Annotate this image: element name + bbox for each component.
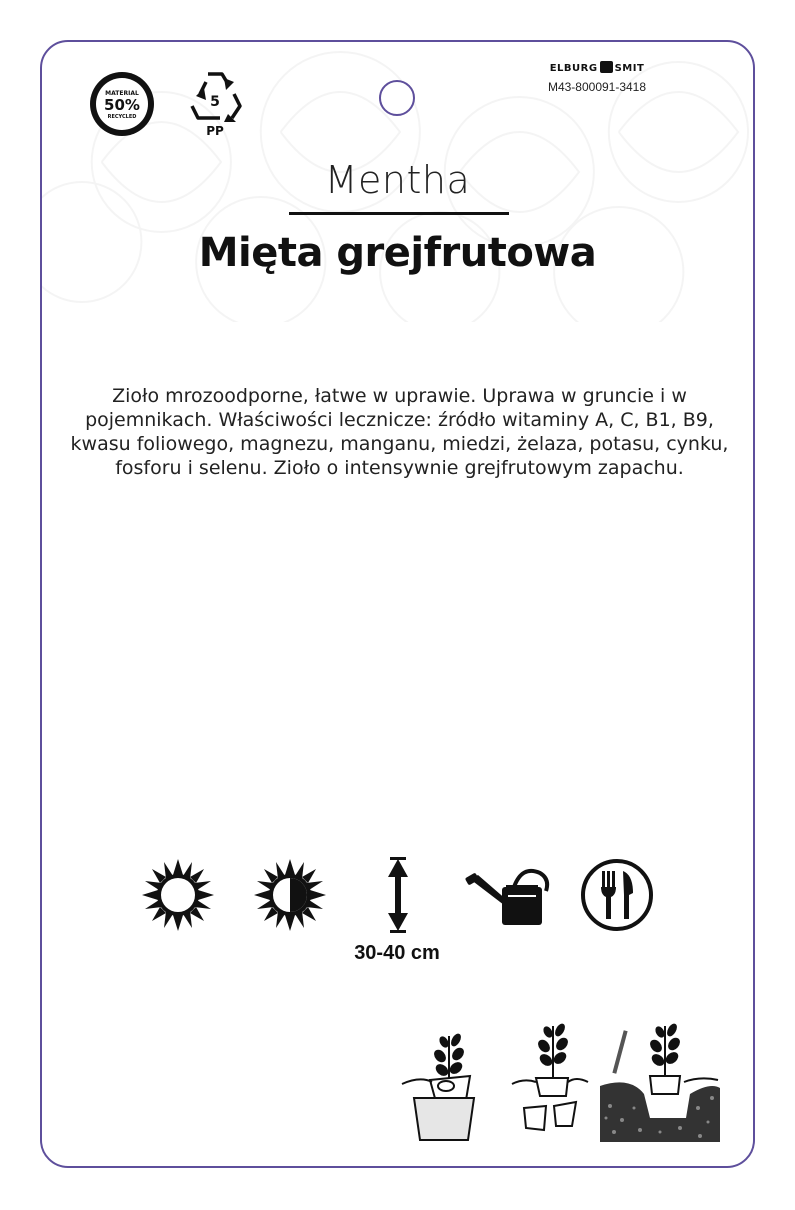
hanging-hole (379, 80, 415, 116)
product-code: M43-800091-3418 (547, 80, 647, 94)
brand-right: SMIT (614, 63, 645, 74)
recycled-material-badge-icon (88, 70, 156, 138)
elburg-smit-logo-icon (600, 61, 613, 73)
title-divider (289, 212, 509, 215)
badge-line1: MATERIAL (105, 90, 139, 97)
partial-shade-icon (252, 857, 328, 933)
full-sun-icon (140, 857, 216, 933)
height-label: 30-40 cm (354, 942, 440, 964)
badge-line2: RECYCLED (107, 114, 137, 120)
step-remove-from-pot-icon (400, 1022, 480, 1142)
step-plant-in-ground-icon (600, 1022, 720, 1142)
brand-logo (522, 62, 672, 74)
brand-left: ELBURG (549, 63, 598, 74)
plant-label-card (40, 40, 755, 1168)
height-arrow-icon (360, 857, 436, 933)
badge-percent: 50% (104, 96, 140, 114)
recycle-number: 5 (210, 94, 220, 110)
edible-fork-knife-icon (579, 857, 655, 933)
watering-can-icon (464, 857, 554, 933)
latin-name: Mentha (324, 158, 471, 202)
common-name: Mięta grejfrutowa (198, 230, 597, 276)
description: Zioło mrozoodporne, łatwe w uprawie. Uprawa w gruncie i w pojemnikach. Właściwości lecznicze: źródło witaminy A, C, B1, B9, kwasu foliowego, magnezu, manganu, miedzi, żelaza, potasu, cynku, fosforu i selenu. Zioło o intensywnie grejfrutowym zapachu. (70, 385, 729, 479)
recycle-pp-5-icon (184, 66, 246, 138)
recycle-code: PP (206, 124, 224, 138)
step-loosen-roots-icon (510, 1022, 590, 1142)
